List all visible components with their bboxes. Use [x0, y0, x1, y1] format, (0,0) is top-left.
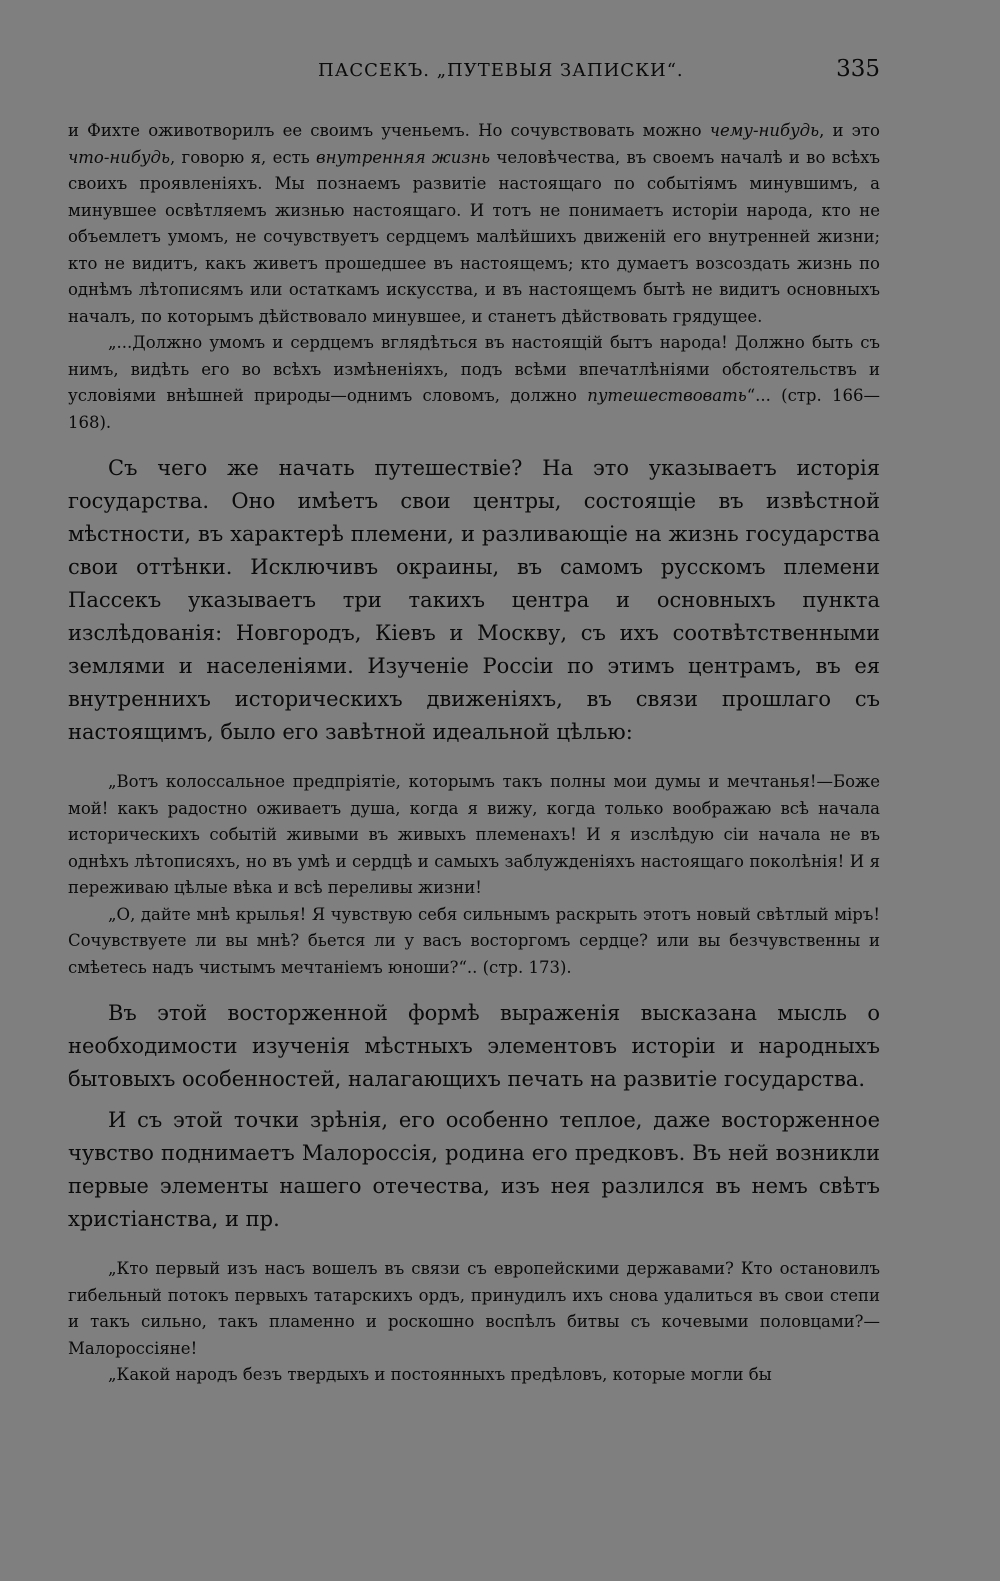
text-run: И съ этой точки зрѣнія, его особенно теплое, даже восторженное чувство поднимаетъ Малороссія, родина его предковъ. Въ ней возникли первые элементы нашего отечества, изъ нея разлился въ немъ свѣтъ христіанства, и пр.: [68, 1108, 880, 1231]
page-header: [68, 56, 880, 90]
quote-paragraph: [68, 330, 880, 436]
text-run: „...Должно умомъ и сердцемъ вглядѣться въ настоящій бытъ народа! Должно быть съ нимъ, видѣть его во всѣхъ измѣненіяхъ, подъ всѣми впечатлѣніями обстоятельствъ и условіями внѣшней природы—однимъ словомъ, должно: [68, 333, 880, 405]
quote-paragraph: [68, 769, 880, 902]
text-run: и Фихте оживотворилъ ее своимъ ученьемъ. Но сочувствовать можно: [68, 121, 710, 140]
text-run: “... (стр. 166—168).: [68, 386, 880, 432]
text-run: человѣчества, въ своемъ началѣ и во всѣхъ своихъ проявленіяхъ. Мы познаемъ развитіе настоящаго по событіямъ минувшимъ, а минувшее освѣтляемъ жизнью настоящаго. И тотъ не понимаетъ исторіи народа, кто не объемлетъ умомъ, не сочувствуетъ сердцемъ малѣйшихъ движеній его внутренней жизни; кто не видитъ, какъ живетъ прошедшее въ настоящемъ; кто думаетъ возсоздать жизнь по однѣмъ лѣтописямъ или остаткамъ искусства, и въ настоящемъ бытѣ не видитъ основныхъ началъ, по которымъ дѣйствовало минувшее, и станетъ дѣйствовать грядущее.: [68, 147, 880, 326]
body-paragraph: [68, 997, 880, 1096]
text-run: Съ чего же начать путешествіе? На это указываетъ исторія государства. Оно имѣетъ свои центры, состоящіе въ извѣстной мѣстности, въ характерѣ племени, и разливающіе на жизнь государства свои оттѣнки. Исключивъ окраины, въ самомъ русскомъ племени Пассекъ указываетъ три такихъ центра и основныхъ пункта изслѣдованія: Новгородъ, Кіевъ и Москву, съ ихъ соотвѣтственными землями и населеніями. Изученіе Россіи по этимъ центрамъ, въ ея внутреннихъ историческихъ движеніяхъ, въ связи прошлаго съ настоящимъ, было его завѣтной идеальной цѣлью:: [68, 456, 880, 744]
body-paragraph: [68, 452, 880, 749]
text-run: , и это: [819, 121, 880, 140]
text-run: Въ этой восторженной формѣ выраженія высказана мысль о необходимости изученія мѣстныхъ элементовъ исторіи и народныхъ бытовыхъ особенностей, налагающихъ печать на развитіе государства.: [68, 1001, 880, 1091]
text-run: , говорю я, есть: [170, 147, 317, 167]
text-run: „Вотъ колоссальное предпріятіе, которымъ такъ полны мои думы и мечтанья!—Боже мой! какъ радостно оживаетъ душа, когда я вижу, когда только воображаю всѣ начала историческихъ событій живыми въ живыхъ племенахъ! И я изслѣдую сіи начала не въ однѣхъ лѣтописяхъ, но въ умѣ и сердцѣ и самыхъ заблужденіяхъ настоящаго поколѣнія! И я переживаю цѣлые вѣка и всѣ переливы жизни!: [68, 772, 880, 897]
italic-text: внутренняя жизнь: [316, 147, 491, 167]
page-body: [68, 118, 880, 1389]
italic-text: что-нибудь: [68, 147, 170, 167]
quote-paragraph: [68, 118, 880, 330]
body-paragraph: [68, 1104, 880, 1236]
quote-paragraph: [68, 1362, 880, 1389]
text-run: „Кто первый изъ насъ вошелъ въ связи съ европейскими державами? Кто остановилъ гибельный потокъ первыхъ татарскихъ ордъ, принудилъ ихъ снова удалиться въ свои степи и такъ сильно, такъ пламенно и роскошно воспѣлъ битвы съ кочевыми половцами?—Малороссіяне!: [68, 1259, 880, 1358]
running-title: ПАССЕКЪ. „ПУТЕВЫЯ ЗАПИСКИ“.: [318, 60, 684, 81]
quote-paragraph: [68, 1256, 880, 1362]
text-run: „О, дайте мнѣ крылья! Я чувствую себя сильнымъ раскрыть этотъ новый свѣтлый міръ! Сочувствуете ли вы мнѣ? бьется ли у васъ восторгомъ сердце? или вы безчувственны и смѣетесь надъ чистымъ мечтаніемъ юноши?“.. (стр. 173).: [68, 904, 880, 977]
text-run: „Какой народъ безъ твердыхъ и постоянныхъ предѣловъ, которые могли бы: [108, 1365, 772, 1384]
page-number: 335: [836, 56, 880, 82]
italic-text: чему-нибудь: [709, 121, 820, 140]
italic-text: путешествовать: [587, 386, 747, 405]
quote-paragraph: [68, 902, 880, 982]
